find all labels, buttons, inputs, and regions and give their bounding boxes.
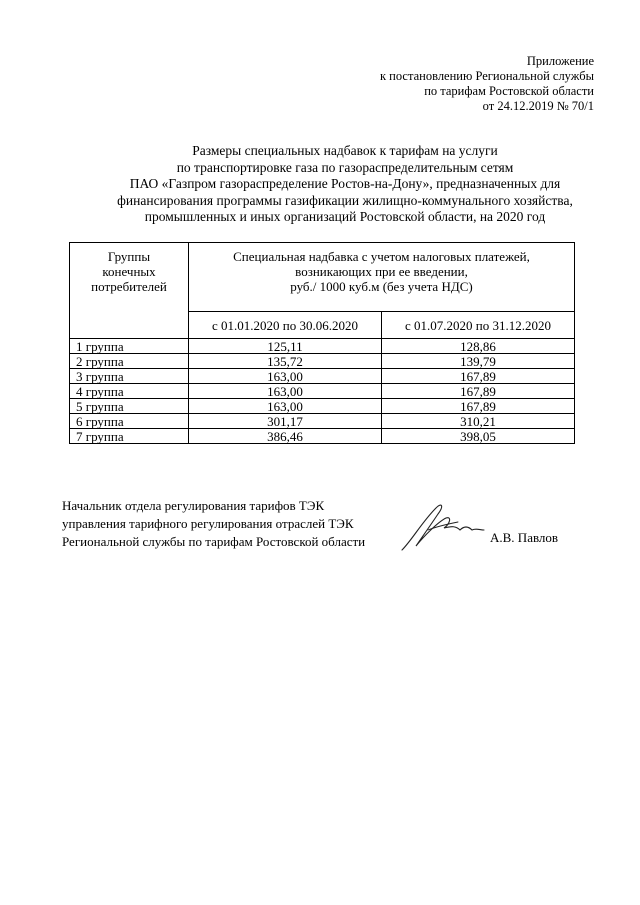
signatory-name: А.В. Павлов [490, 530, 559, 545]
document-title [70, 143, 620, 226]
group-header-line-1: Группы [107, 249, 151, 264]
table-row [70, 384, 575, 399]
period-2-header: с 01.07.2020 по 31.12.2020 [382, 312, 575, 339]
group-header-line-2: конечных [102, 264, 156, 279]
group-cell: 7 группа [70, 429, 189, 444]
signatory-line-3: Региональной службы по тарифам Ростовской области [62, 534, 366, 549]
title-line-2: по транспортировке газа по газораспределительным сетям [176, 159, 514, 175]
period-1-header: с 01.01.2020 по 30.06.2020 [189, 312, 382, 339]
table-row [70, 339, 575, 354]
period-1-value: 163,00 [189, 369, 382, 384]
group-cell: 1 группа [70, 339, 189, 354]
period-1-value: 163,00 [189, 384, 382, 399]
signatory-position [62, 497, 365, 551]
group-cell: 4 группа [70, 384, 189, 399]
period-2-value: 398,05 [382, 429, 575, 444]
table-row [70, 429, 575, 444]
period-1-value: 386,46 [189, 429, 382, 444]
appendix-line-2: к постановлению Региональной службы [379, 69, 594, 83]
group-cell: 3 группа [70, 369, 189, 384]
table-row [70, 399, 575, 414]
surcharge-table [69, 242, 575, 444]
signatory-line-2: управления тарифного регулирования отраслей ТЭК [62, 516, 354, 531]
group-column-header [70, 243, 189, 339]
group-cell: 2 группа [70, 354, 189, 369]
title-line-5: промышленных и иных организаций Ростовской области, на 2020 год [144, 209, 546, 224]
period-1-value: 135,72 [189, 354, 382, 369]
appendix-line-4: от 24.12.2019 № 70/1 [482, 99, 594, 113]
handwritten-signature [398, 500, 486, 556]
period-1-value: 163,00 [189, 399, 382, 414]
period-2-value: 310,21 [382, 414, 575, 429]
table-row [70, 414, 575, 429]
surcharge-header-line-3: руб./ 1000 куб.м (без учета НДС) [290, 279, 473, 294]
appendix-line-3: по тарифам Ростовской области [424, 84, 594, 98]
period-2-value: 128,86 [382, 339, 575, 354]
table-header-row [70, 243, 575, 312]
appendix-line-1: Приложение [526, 54, 594, 68]
title-line-1: Размеры специальных надбавок к тарифам на услуги [192, 143, 498, 158]
title-line-3: ПАО «Газпром газораспределение Ростов-на-Дону», предназначенных для [129, 176, 561, 191]
table-row [70, 354, 575, 369]
group-header-line-3: потребителей [91, 279, 167, 294]
period-1-value: 301,17 [189, 414, 382, 429]
appendix-note [380, 54, 594, 114]
title-line-4: финансирования программы газификации жилищно-коммунального хозяйства, [117, 192, 573, 208]
group-cell: 6 группа [70, 414, 189, 429]
period-2-value: 167,89 [382, 399, 575, 414]
signatory-line-1: Начальник отдела регулирования тарифов ТЭК [62, 498, 325, 513]
period-2-value: 167,89 [382, 369, 575, 384]
table-row [70, 369, 575, 384]
period-2-value: 139,79 [382, 354, 575, 369]
surcharge-header-line-1: Специальная надбавка с учетом налоговых платежей, [233, 249, 530, 264]
group-cell: 5 группа [70, 399, 189, 414]
period-2-value: 167,89 [382, 384, 575, 399]
surcharge-header-line-2: возникающих при ее введении, [295, 264, 468, 279]
surcharge-column-header [189, 243, 575, 312]
period-1-value: 125,11 [189, 339, 382, 354]
